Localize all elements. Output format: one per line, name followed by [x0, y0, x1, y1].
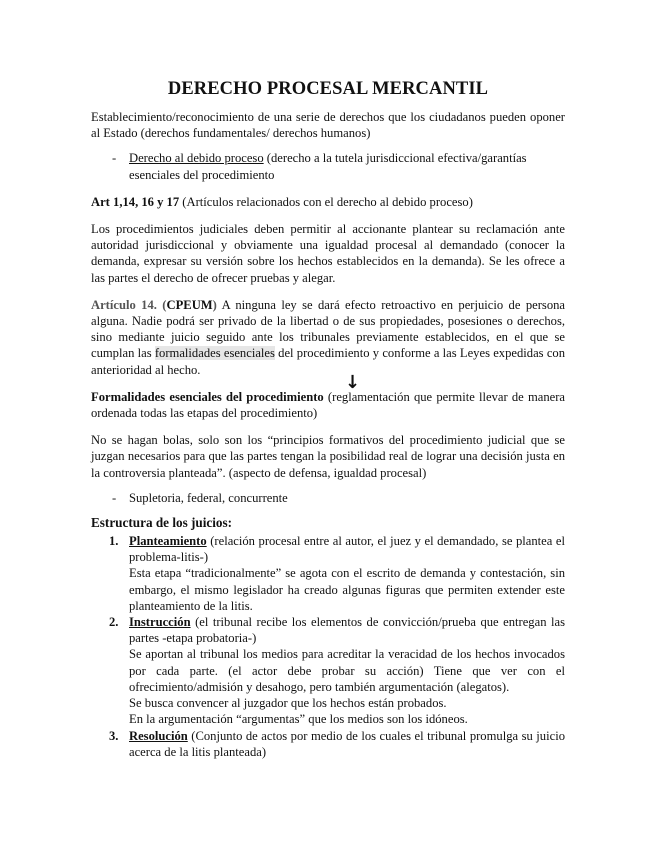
estructura-heading: Estructura de los juicios:: [91, 515, 233, 531]
intro-paragraph: Establecimiento/reconocimiento de una serie de derechos que los ciudadanos pueden oponer al Estado (derechos fundamentales/ derechos humanos): [91, 110, 565, 141]
articles-text: (Artículos relacionados con el derecho al debido proceso): [179, 194, 473, 209]
juicio-extra: En la argumentación “argumentas” que los medios son los idóneos.: [129, 712, 468, 727]
juicio-item-resolucion: [91, 728, 565, 760]
list-number: 1.: [109, 534, 119, 549]
juicio-item-main: [129, 728, 565, 760]
articulo-14-paragraph: [91, 297, 565, 378]
juicio-term: Planteamiento: [129, 534, 207, 549]
formalidades-text: (reglamentación que permite llevar de manera ordenada todas las etapas del procedimiento): [91, 389, 566, 421]
document-page: [91, 78, 565, 760]
juicio-term: Resolución: [129, 728, 188, 743]
articulo-14-label: Artículo 14. (: [91, 297, 167, 312]
articles-line: [91, 194, 565, 210]
articulo-14-text-before: A ninguna ley se dará efecto retroactivo en perjuicio de persona alguna. Nadie podrá ser privado de la libertad o de sus propiedades, posesiones o derechos, sino mediante juicio seguido ante los tribunales previamente establecidos, en el que se cumplan las: [91, 297, 566, 361]
juicio-text: (relación procesal entre al autor, el juez y el demandado, se plantea el problema-litis-): [129, 534, 565, 565]
debido-proceso-text: (derecho a la tutela jurisdiccional efectiva/garantías esenciales del procedimiento: [129, 151, 527, 182]
articles-label: Art 1,14, 16 y 17: [91, 194, 180, 209]
document-title: DERECHO PROCESAL MERCANTIL: [167, 79, 489, 99]
formalidades-paragraph: [91, 389, 565, 421]
articulo-14-close: ): [212, 297, 217, 312]
juicio-term: Instrucción: [129, 615, 191, 630]
formalidades-highlight: formalidades esenciales: [154, 346, 275, 361]
juicio-extra: Se busca convencer al juzgador que los hechos están probados.: [129, 696, 447, 711]
cpeum-label: CPEUM: [166, 297, 213, 312]
articulo-14-text-after: del procedimiento y conforme a las Leyes expedidas con anterioridad al hecho.: [91, 346, 566, 377]
juicio-text: (el tribunal recibe los elementos de convicción/prueba que entregan las partes -etapa probatoria-): [129, 615, 565, 646]
list-number: 3.: [109, 728, 119, 743]
bullet-debido-proceso: [91, 150, 565, 182]
juicio-item-main: [129, 533, 565, 565]
juicio-item-instruccion: [91, 614, 565, 727]
debido-proceso-term: Derecho al debido proceso: [129, 151, 264, 166]
procedimientos-paragraph: Los procedimientos judiciales deben permitir al accionante plantear su reclamación ante autoridad jurisdiccional y obviamente una igualdad procesal al demandado (conocer la demanda, expresar su versión sobre los hechos establecidos en la demanda). Se les ofrece a las partes el derecho de ofrecer pruebas y alegar.: [91, 222, 565, 285]
bullet-supletoria: [91, 490, 565, 506]
juicio-extra: Se aportan al tribunal los medios para acreditar la veracidad de los hechos invocados por cada parte. (el actor debe probar su acción) Tiene que ver con el ofrecimiento/admisión y desahogo, pero también argumentación (alegatos).: [129, 647, 565, 694]
arrow-down-icon: ↓: [345, 371, 361, 393]
bullet-dash: -: [112, 490, 117, 505]
supletoria-text: Supletoria, federal, concurrente: [129, 490, 288, 505]
bullet-dash: -: [112, 151, 117, 166]
formalidades-label: Formalidades esenciales del procedimiento: [91, 389, 324, 404]
juicio-item-planteamiento: [91, 533, 565, 614]
juicio-text: (Conjunto de actos por medio de los cuales el tribunal promulga su juicio acerca de la litis planteada): [129, 728, 565, 759]
no-se-hagan-paragraph: No se hagan bolas, solo son los “principios formativos del procedimiento judicial que se juzgan necesarios para que las partes tengan la posibilidad real de lograr una decisión justa en la controversia planteada”. (aspecto de defensa, igualdad procesal): [91, 433, 565, 480]
list-number: 2.: [109, 615, 119, 630]
juicio-extra: Esta etapa “tradicionalmente” se agota con el escrito de demanda y contestación, sin embargo, el mismo legislador ha creado algunas figuras que permiten extender este planteamiento de la litis.: [129, 566, 565, 613]
juicio-item-main: [129, 614, 565, 646]
